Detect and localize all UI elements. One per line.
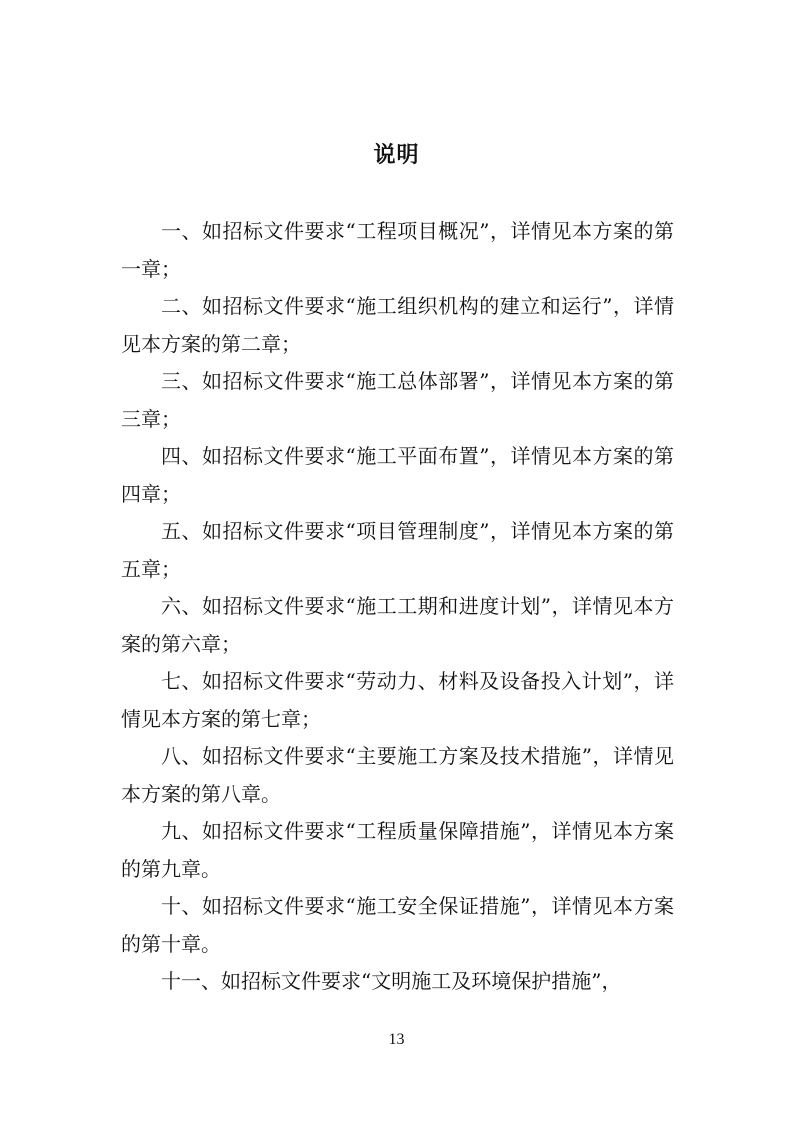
paragraph-2: 二、如招标文件要求“施工组织机构的建立和运行”，详情见本方案的第二章；: [121, 294, 674, 356]
paragraph-8: 八、如招标文件要求“主要施工方案及技术措施”，详情见本方案的第八章。: [121, 744, 674, 806]
paragraph-11: 十一、如招标文件要求“文明施工及环境保护措施”，: [161, 969, 622, 993]
paragraph-3: 三、如招标文件要求“施工总体部署”，详情见本方案的第三章；: [121, 369, 674, 431]
paragraph-4: 四、如招标文件要求“施工平面布置”，详情见本方案的第四章；: [121, 444, 674, 506]
document-body: [121, 213, 674, 1001]
paragraph-7: 七、如招标文件要求“劳动力、材料及设备投入计划”，详情见本方案的第七章；: [121, 669, 674, 731]
paragraph-6: 六、如招标文件要求“施工工期和进度计划”，详情见本方案的第六章；: [121, 594, 674, 656]
paragraph-10: 十、如招标文件要求“施工安全保证措施”，详情见本方案的第十章。: [121, 894, 674, 956]
paragraph-5: 五、如招标文件要求“项目管理制度”，详情见本方案的第五章；: [121, 519, 674, 581]
page-number: 13: [388, 1031, 405, 1048]
page-title: 说明: [373, 142, 420, 168]
paragraph-9: 九、如招标文件要求“工程质量保障措施”，详情见本方案的第九章。: [121, 819, 674, 881]
paragraph-1: 一、如招标文件要求“工程项目概况”，详情见本方案的第一章；: [121, 219, 674, 281]
